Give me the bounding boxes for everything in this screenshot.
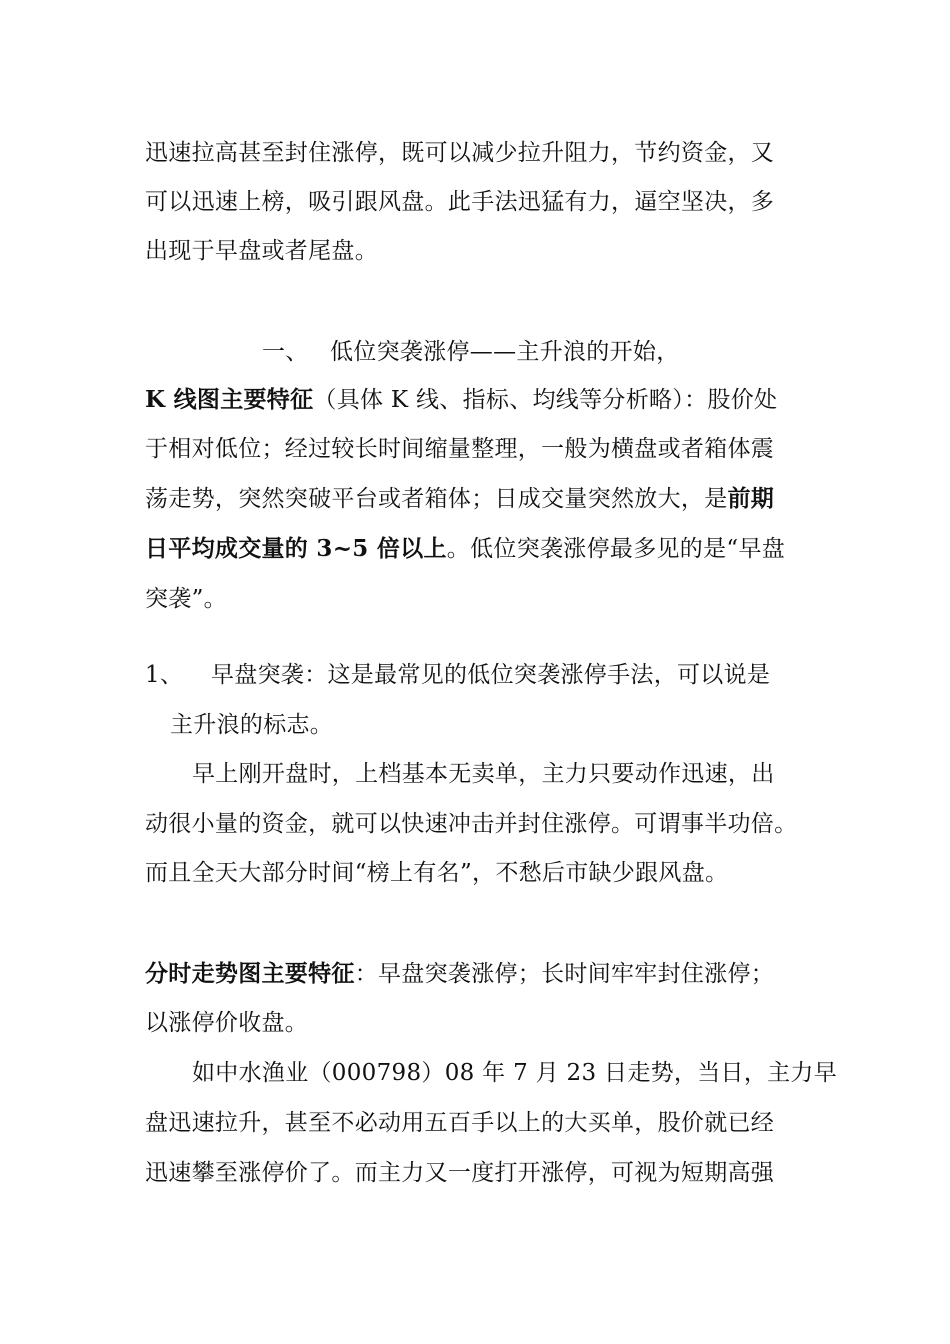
early-line-3: 而且全天大部分时间“榜上有名”，不愁后市缺少跟风盘。 — [145, 860, 729, 886]
kline-features-emphasis-start: 前期 — [727, 485, 775, 512]
kline-features-text: （具体 K 线、指标、均线等分析略）：股价处 — [313, 387, 778, 413]
kline-features-line-3 — [145, 484, 774, 514]
early-line-2: 动很小量的资金，就可以快速冲击并封住涨停。可谓事半功倍。 — [145, 811, 798, 837]
item-1-line-1: 早盘突袭：这是最常见的低位突袭涨停手法，可以说是 — [211, 662, 771, 688]
intraday-features-label: 分时走势图主要特征 — [145, 960, 355, 987]
kline-features-line-4 — [145, 534, 785, 564]
kline-features-line-3-text: 荡走势，突然突破平台或者箱体；日成交量突然放大，是 — [145, 486, 728, 512]
intro-line-1: 迅速拉高甚至封住涨停，既可以减少拉升阻力，节约资金，又 — [145, 140, 775, 166]
example-line-3: 迅速攀至涨停价了。而主力又一度打开涨停，可视为短期高强 — [145, 1160, 775, 1186]
section-heading-title: 低位突袭涨停——主升浪的开始， — [330, 339, 680, 365]
early-line-1: 早上刚开盘时，上档基本无卖单，主力只要动作迅速，出 — [192, 761, 775, 787]
intro-line-3: 出现于早盘或者尾盘。 — [145, 238, 378, 264]
kline-features-line-2: 于相对低位；经过较长时间缩量整理，一般为横盘或者箱体震 — [145, 436, 775, 462]
example-line-1: 如中水渔业（000798）08 年 7 月 23 日走势，当日，主力早 — [192, 1060, 838, 1086]
kline-features-line-4-text: 。低位突袭涨停最多见的是“早盘 — [446, 536, 786, 562]
section-heading-number: 一、 — [262, 339, 309, 365]
item-1-number: 1、 — [145, 662, 184, 688]
item-1-line-2: 主升浪的标志。 — [170, 712, 334, 738]
intro-line-2: 可以迅速上榜，吸引跟风盘。此手法迅猛有力，逼空坚决，多 — [145, 189, 775, 215]
kline-features-label: K 线图主要特征 — [145, 386, 314, 413]
intraday-features-text: ：早盘突袭涨停；长时间牢牢封住涨停； — [354, 961, 775, 987]
intraday-features-line-2: 以涨停价收盘。 — [145, 1010, 309, 1036]
kline-features-emphasis-end: 日平均成交量的 3~5 倍以上 — [145, 535, 447, 562]
example-line-2: 盘迅速拉升，甚至不必动用五百手以上的大买单，股价就已经 — [145, 1110, 775, 1136]
kline-features-line-1 — [145, 385, 777, 415]
intraday-features-line-1 — [145, 959, 774, 989]
kline-features-line-5: 突袭”。 — [145, 586, 227, 612]
